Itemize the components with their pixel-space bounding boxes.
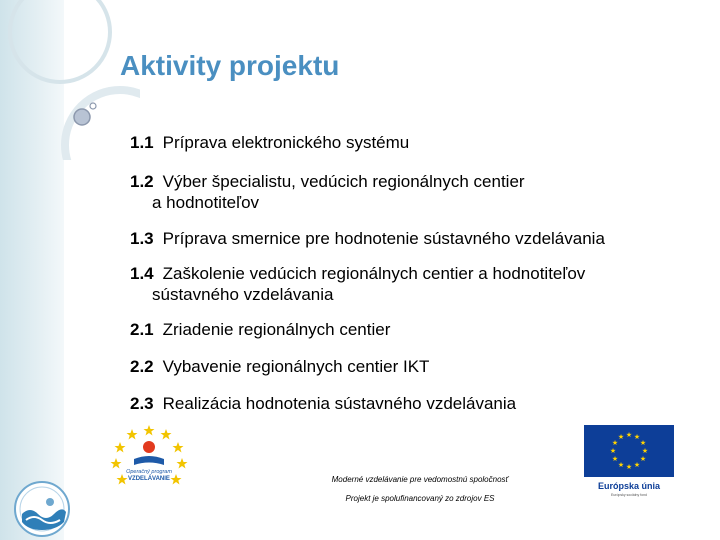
- op-line2: VZDELÁVANIE: [128, 476, 170, 482]
- item-number: 2.2: [130, 357, 154, 376]
- item-number: 2.1: [130, 320, 154, 339]
- wave-emblem-logo: [10, 478, 74, 540]
- item-text: Vybavenie regionálnych centier IKT: [162, 357, 430, 376]
- op-book-shape: [134, 456, 164, 465]
- item-number: 1.1: [130, 133, 154, 152]
- svg-text:★: ★: [639, 439, 647, 447]
- item-text: Zaškolenie vedúcich regionálnych centier a hodnotiteľov: [162, 264, 586, 283]
- item-number: 1.3: [130, 229, 154, 248]
- svg-text:★: ★: [639, 455, 647, 463]
- svg-text:★: ★: [617, 461, 625, 469]
- item-number: 1.4: [130, 264, 154, 283]
- decorative-circles: [0, 0, 140, 160]
- slide-title: Aktivity projektu: [120, 50, 340, 81]
- footer-line2: Projekt je spolufinancovaný zo zdrojov ES: [345, 494, 495, 503]
- activity-item: [130, 171, 705, 213]
- svg-text:★: ★: [611, 455, 619, 463]
- activity-item: [130, 263, 705, 305]
- activity-item: [130, 319, 705, 340]
- op-vzdelavanie-logo: [108, 423, 190, 491]
- item-number: 2.3: [130, 394, 154, 413]
- item-text: Príprava smernice pre hodnotenie sústavného vzdelávania: [162, 229, 605, 248]
- svg-text:★: ★: [641, 447, 649, 455]
- svg-text:★: ★: [633, 433, 641, 441]
- svg-text:★: ★: [633, 461, 641, 469]
- item-text: Zriadenie regionálnych centier: [162, 320, 391, 339]
- footer-line1: Moderné vzdelávanie pre vedomostnú spoločnosť: [331, 475, 509, 484]
- svg-text:★: ★: [617, 433, 625, 441]
- activity-list: [130, 132, 705, 414]
- svg-text:★: ★: [625, 463, 633, 471]
- eu-sublabel: Európsky sociálny fond: [611, 493, 647, 497]
- eu-flag-logo: [584, 425, 674, 501]
- item-text: Výber špecialistu, vedúcich regionálnych centier: [162, 172, 525, 191]
- eu-label: Európska únia: [597, 481, 661, 491]
- item-number: 1.2: [130, 172, 154, 191]
- op-red-dot: [143, 441, 155, 453]
- svg-text:★: ★: [611, 439, 619, 447]
- item-text: Príprava elektronického systému: [162, 133, 410, 152]
- svg-text:★: ★: [625, 431, 633, 439]
- op-line1: Operačný program: [126, 469, 172, 475]
- activity-item: [130, 356, 705, 377]
- activity-item: [130, 228, 705, 249]
- item-text: Realizácia hodnotenia sústavného vzdelávania: [162, 394, 517, 413]
- activity-item: [130, 132, 705, 153]
- activity-item: [130, 393, 705, 414]
- item-text-continuation: sústavného vzdelávania: [152, 285, 334, 304]
- svg-text:★: ★: [609, 447, 617, 455]
- item-text-continuation: a hodnotiteľov: [152, 193, 260, 212]
